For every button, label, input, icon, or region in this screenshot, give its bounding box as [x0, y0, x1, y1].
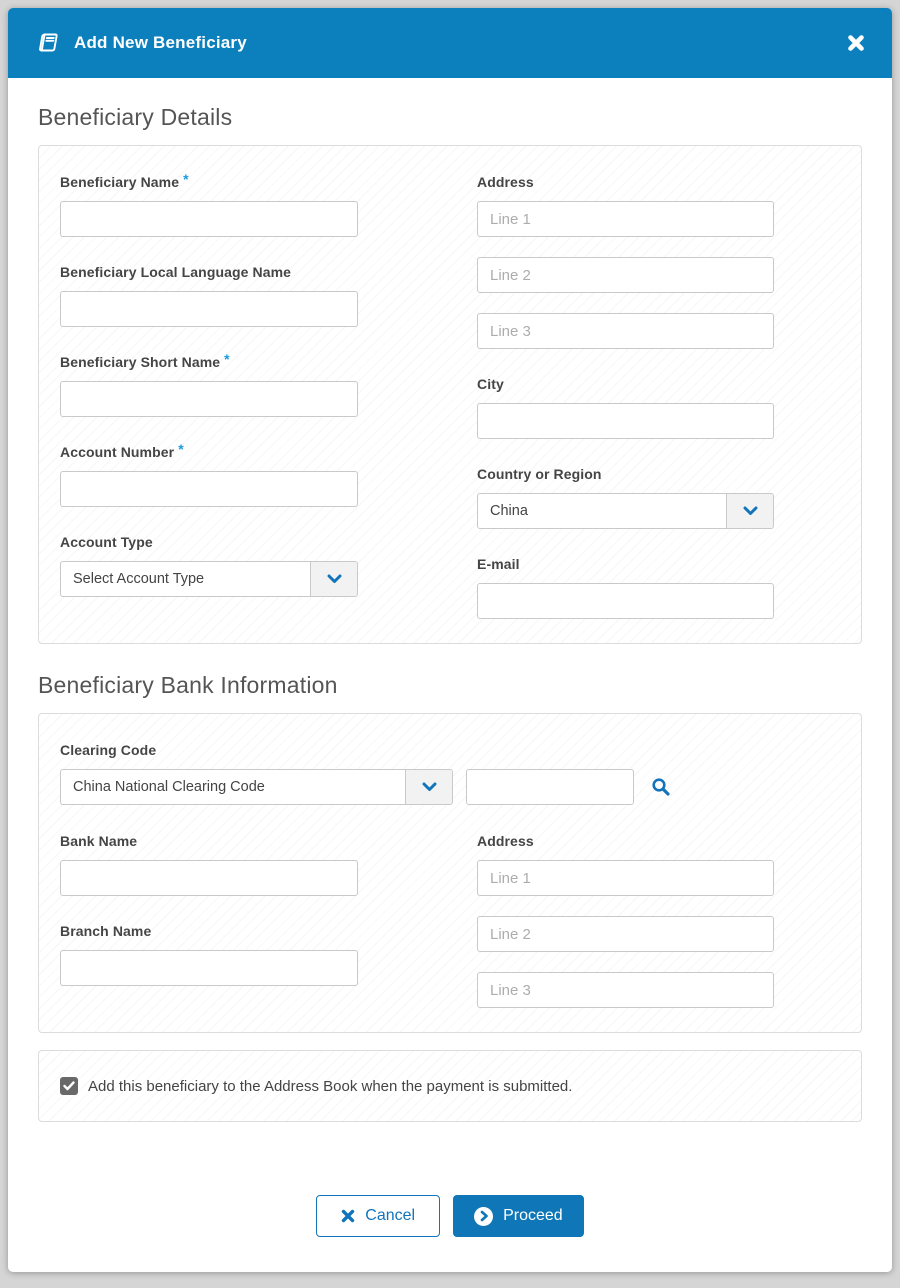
- bank-information-heading: Beneficiary Bank Information: [38, 672, 338, 698]
- local-language-name-input[interactable]: [60, 291, 358, 327]
- account-type-selected-value: Select Account Type: [73, 571, 205, 587]
- required-asterisk: *: [178, 441, 184, 457]
- close-icon[interactable]: [846, 33, 866, 53]
- address-book-checkbox-label: Add this beneficiary to the Address Book when the payment is submitted.: [88, 1077, 573, 1095]
- short-name-input[interactable]: [60, 381, 358, 417]
- beneficiary-name-group: [60, 171, 358, 237]
- short-name-label: Beneficiary Short Name *: [60, 351, 230, 370]
- bank-name-label: Bank Name: [60, 833, 138, 849]
- add-beneficiary-modal: [8, 8, 892, 1272]
- required-asterisk: *: [224, 351, 230, 367]
- search-icon[interactable]: [651, 777, 671, 797]
- country-group: [477, 466, 774, 529]
- details-address-line3-input[interactable]: [477, 313, 774, 349]
- modal-footer: [38, 1195, 862, 1237]
- local-language-name-group: [60, 264, 358, 327]
- details-address-label: Address: [477, 174, 534, 190]
- chevron-down-icon[interactable]: [310, 562, 357, 596]
- chevron-down-icon[interactable]: [405, 770, 452, 804]
- email-input[interactable]: [477, 583, 774, 619]
- cancel-x-icon: [341, 1209, 355, 1223]
- modal-header: [8, 8, 892, 78]
- bank-address-line1-input[interactable]: [477, 860, 774, 896]
- account-number-label: Account Number *: [60, 441, 184, 460]
- modal-body: [8, 78, 892, 1237]
- clearing-code-select[interactable]: [60, 769, 453, 805]
- branch-name-group: [60, 923, 358, 986]
- branch-name-label: Branch Name: [60, 923, 152, 939]
- proceed-button-label: Proceed: [503, 1207, 563, 1224]
- modal-title: Add New Beneficiary: [74, 33, 247, 52]
- required-asterisk: *: [183, 171, 189, 187]
- account-number-group: [60, 441, 358, 507]
- bank-address-line2-input[interactable]: [477, 916, 774, 952]
- address-book-panel: [38, 1050, 862, 1122]
- account-type-select[interactable]: [60, 561, 358, 597]
- chevron-down-icon[interactable]: [726, 494, 773, 528]
- country-label: Country or Region: [477, 466, 602, 482]
- beneficiary-details-panel: [38, 145, 862, 644]
- bank-address-line3-input[interactable]: [477, 972, 774, 1008]
- beneficiary-name-input[interactable]: [60, 201, 358, 237]
- details-right-column: [477, 174, 774, 619]
- account-type-group: [60, 534, 358, 597]
- bank-columns: [60, 833, 840, 1008]
- city-input[interactable]: [477, 403, 774, 439]
- bank-information-panel: [38, 713, 862, 1033]
- cancel-button-label: Cancel: [365, 1207, 416, 1224]
- cancel-button[interactable]: [316, 1195, 440, 1237]
- clearing-code-row: [60, 769, 840, 805]
- beneficiary-name-label: Beneficiary Name *: [60, 171, 189, 190]
- clearing-code-input[interactable]: [466, 769, 634, 805]
- details-address-line1-input[interactable]: [477, 201, 774, 237]
- city-group: [477, 376, 774, 439]
- bank-address-label: Address: [477, 833, 534, 849]
- details-left-column: [60, 171, 358, 597]
- proceed-button[interactable]: [453, 1195, 584, 1237]
- country-selected-value: China: [490, 503, 528, 519]
- bank-name-group: [60, 833, 358, 896]
- account-type-label: Account Type: [60, 534, 153, 550]
- clearing-code-label: Clearing Code: [60, 742, 157, 758]
- bank-name-input[interactable]: [60, 860, 358, 896]
- address-book-icon: [34, 31, 60, 55]
- city-label: City: [477, 376, 504, 392]
- account-number-input[interactable]: [60, 471, 358, 507]
- beneficiary-details-heading: Beneficiary Details: [38, 104, 233, 130]
- proceed-arrow-icon: [474, 1207, 493, 1226]
- short-name-group: [60, 351, 358, 417]
- email-label: E-mail: [477, 556, 520, 572]
- country-select[interactable]: [477, 493, 774, 529]
- details-address-group: [477, 174, 774, 349]
- clearing-code-selected-value: China National Clearing Code: [73, 779, 265, 795]
- email-group: [477, 556, 774, 619]
- details-address-line2-input[interactable]: [477, 257, 774, 293]
- bank-address-group: [477, 833, 774, 1008]
- clearing-code-group: [60, 742, 840, 805]
- address-book-checkbox[interactable]: [60, 1077, 78, 1095]
- bank-left-column: [60, 833, 358, 986]
- bank-right-column: [477, 833, 774, 1008]
- branch-name-input[interactable]: [60, 950, 358, 986]
- local-language-name-label: Beneficiary Local Language Name: [60, 264, 292, 280]
